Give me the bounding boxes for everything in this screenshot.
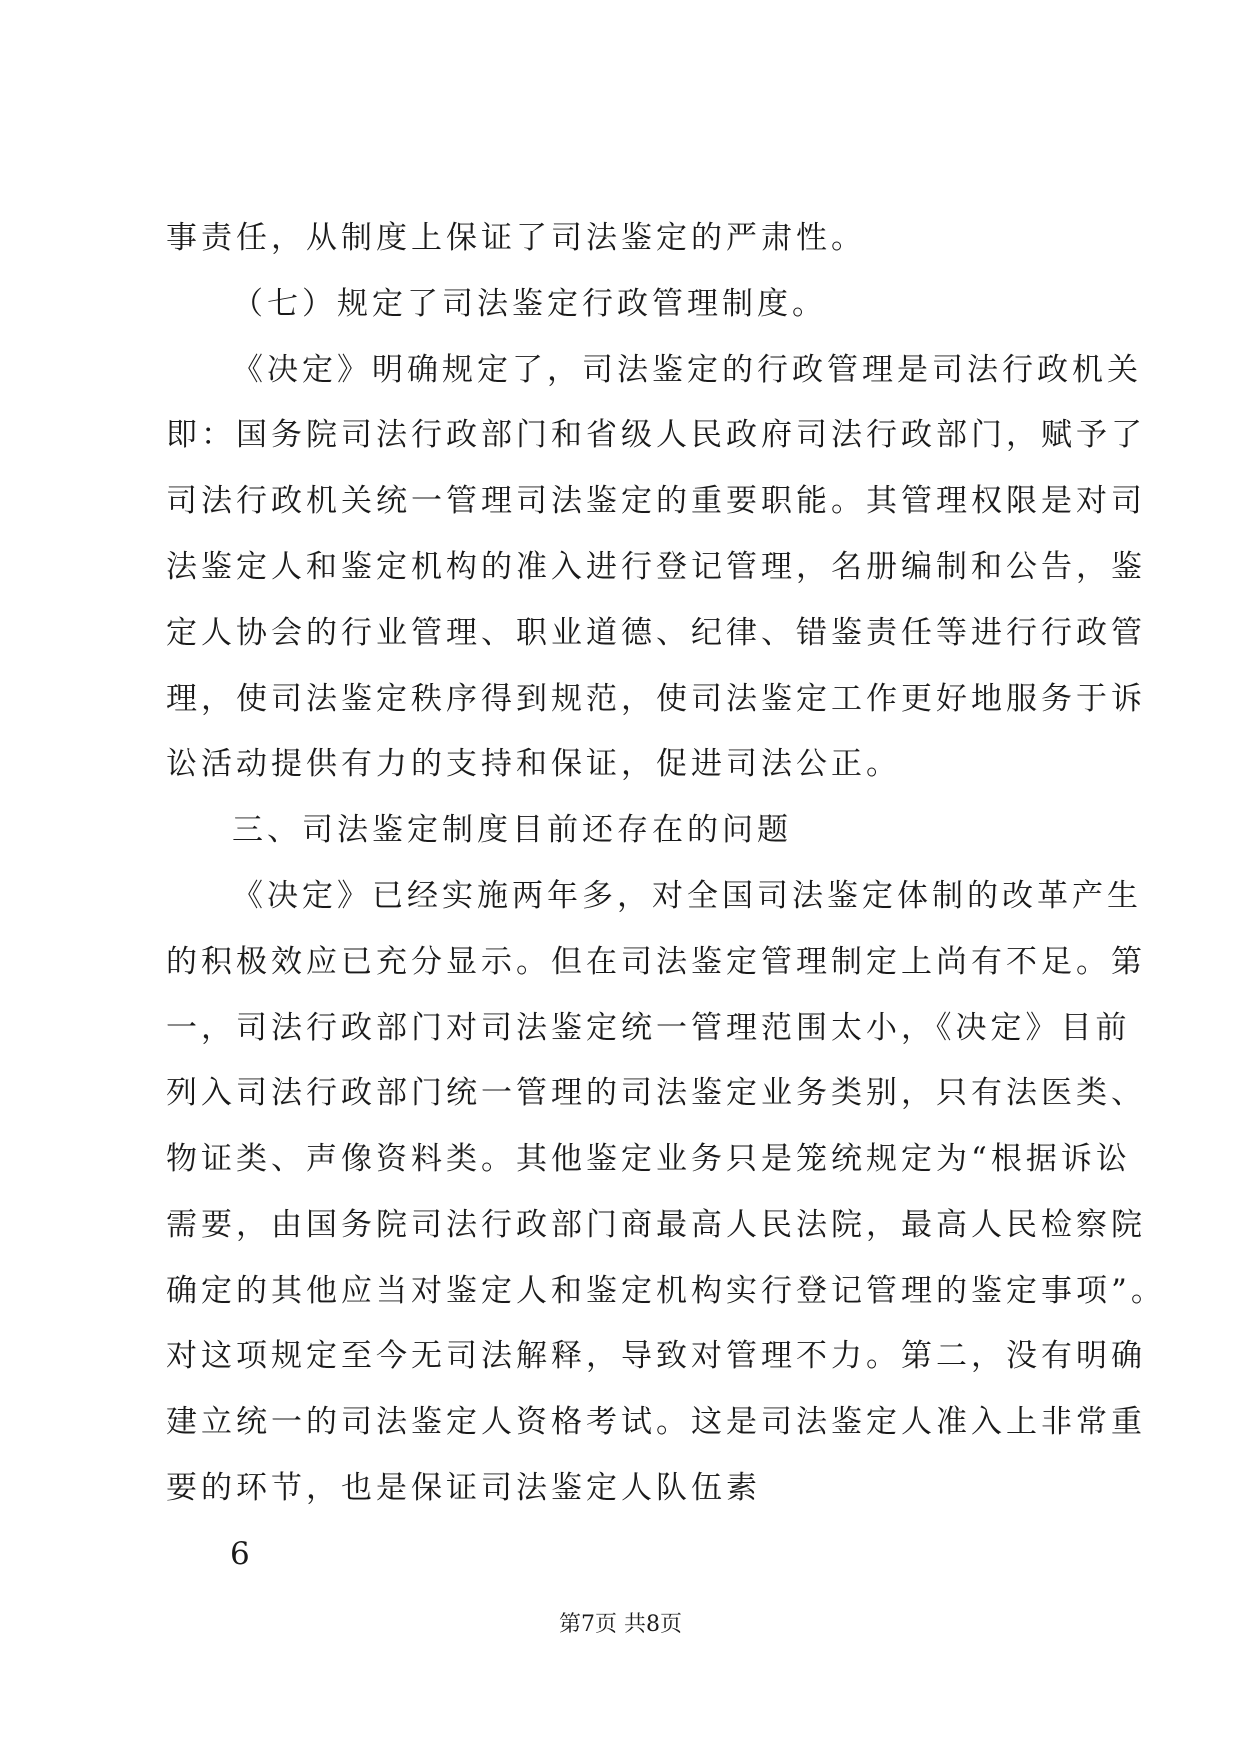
text-line-13: 一，司法行政部门对司法鉴定统一管理范围太小，《决定》目前 bbox=[166, 1010, 1131, 1046]
text-line-2: （七）规定了司法鉴定行政管理制度。 bbox=[232, 286, 827, 322]
text-line-18: 对这项规定至今无司法解释，导致对管理不力。第二，没有明确 bbox=[166, 1338, 1146, 1374]
section-heading: 三、司法鉴定制度目前还存在的问题 bbox=[232, 812, 792, 848]
text-line-14: 列入司法行政部门统一管理的司法鉴定业务类别，只有法医类、 bbox=[166, 1075, 1146, 1111]
text-line-1: 事责任，从制度上保证了司法鉴定的严肃性。 bbox=[166, 220, 866, 256]
text-line-8: 理，使司法鉴定秩序得到规范，使司法鉴定工作更好地服务于诉 bbox=[166, 681, 1146, 717]
text-line-4: 即：国务院司法行政部门和省级人民政府司法行政部门，赋予了 bbox=[166, 417, 1146, 453]
text-line-5: 司法行政机关统一管理司法鉴定的重要职能。其管理权限是对司 bbox=[166, 483, 1146, 519]
text-line-20: 要的环节，也是保证司法鉴定人队伍素 bbox=[166, 1470, 761, 1506]
text-line-11: 《决定》已经实施两年多，对全国司法鉴定体制的改革产生 bbox=[232, 878, 1142, 914]
text-line-3: 《决定》明确规定了，司法鉴定的行政管理是司法行政机关 bbox=[232, 352, 1142, 388]
page-footer: 第7页 共8页 bbox=[559, 1612, 682, 1637]
text-line-19: 建立统一的司法鉴定人资格考试。这是司法鉴定人准入上非常重 bbox=[166, 1404, 1146, 1440]
text-line-16: 需要，由国务院司法行政部门商最高人民法院，最高人民检察院 bbox=[166, 1207, 1146, 1243]
inner-page-number: 6 bbox=[230, 1536, 250, 1572]
text-line-9: 讼活动提供有力的支持和保证，促进司法公正。 bbox=[166, 746, 901, 782]
text-line-6: 法鉴定人和鉴定机构的准入进行登记管理，名册编制和公告，鉴 bbox=[166, 549, 1146, 585]
text-line-17: 确定的其他应当对鉴定人和鉴定机构实行登记管理的鉴定事项”。 bbox=[166, 1273, 1166, 1309]
text-line-12: 的积极效应已充分显示。但在司法鉴定管理制定上尚有不足。第 bbox=[166, 944, 1146, 980]
text-line-7: 定人协会的行业管理、职业道德、纪律、错鉴责任等进行行政管 bbox=[166, 615, 1146, 651]
text-line-15: 物证类、声像资料类。其他鉴定业务只是笼统规定为“根据诉讼 bbox=[166, 1141, 1131, 1177]
